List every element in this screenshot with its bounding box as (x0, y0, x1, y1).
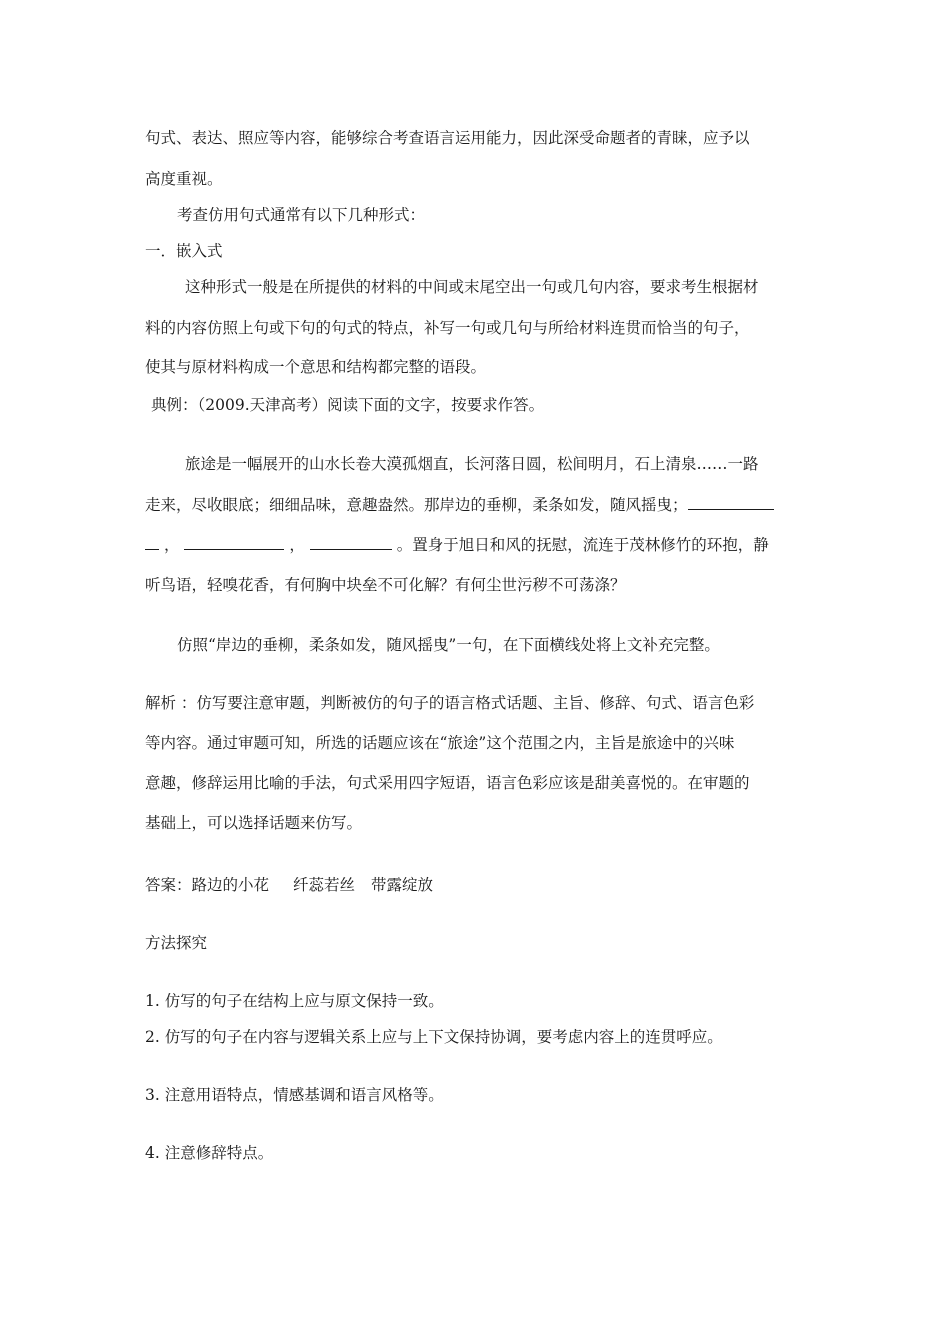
blank-separator-2: ， (289, 536, 305, 554)
intro-line-3: 考查仿用句式通常有以下几种形式： (177, 206, 426, 224)
method-item-1: 1. 仿写的句子在结构上应与原文保持一致。 (145, 992, 444, 1010)
analysis-line-1: 解析 ：仿写要注意审题，判断被仿的句子的语言格式话题、主旨、修辞、句式、语言色彩 (145, 694, 755, 712)
section-paragraph-line-3: 使其与原材料构成一个意思和结构都完整的语段。 (145, 358, 487, 376)
answer-label: 答案： (145, 876, 192, 894)
intro-line-1: 句式、表达、照应等内容，能够综合考查语言运用能力，因此深受命题者的青睐，应予以 (145, 129, 750, 147)
method-item-4: 4. 注意修辞特点。 (145, 1144, 274, 1162)
answer-line (145, 875, 825, 895)
example-label: 典例：（2009.天津高考）阅读下面的文字，按要求作答。 (151, 396, 545, 414)
answer-part-1: 路边的小花 (191, 876, 270, 894)
answer-part-3: 带露绽放 (371, 876, 434, 894)
intro-line-2: 高度重视。 (145, 170, 223, 188)
blank-separator-1: ， (163, 536, 180, 554)
answer-blank-3[interactable] (310, 534, 392, 550)
passage-line-3 (145, 534, 825, 554)
analysis-line-2: 等内容。通过审题可知，所选的话题应该在“旅途”这个范围之内，主旨是旅途中的兴味 (145, 734, 735, 752)
passage-line-3-tail: 。置身于旭日和风的抚慰，流连于茂林修竹的环抱，静 (396, 536, 769, 554)
answer-blank-1a[interactable] (688, 494, 774, 510)
method-item-2: 2. 仿写的句子在内容与逻辑关系上应与上下文保持协调，要考虑内容上的连贯呼应。 (145, 1028, 723, 1046)
method-item-3: 3. 注意用语特点，情感基调和语言风格等。 (145, 1086, 444, 1104)
passage-line-2 (145, 494, 825, 514)
answer-part-2: 纤蕊若丝 (293, 876, 356, 894)
section-heading-embedded: 一．嵌入式 (145, 242, 223, 260)
analysis-line-3: 意趣，修辞运用比喻的手法，句式采用四字短语，语言色彩应该是甜美喜悦的。在审题的 (145, 774, 750, 792)
example-instruction: 仿照“岸边的垂柳，柔条如发，随风摇曳”一句，在下面横线处将上文补充完整。 (177, 636, 720, 654)
passage-line-4: 听鸟语，轻嗅花香，有何胸中块垒不可化解？有何尘世污秽不可荡涤？ (145, 576, 626, 594)
section-paragraph-line-2: 料的内容仿照上句或下句的句式的特点，补写一句或几句与所给材料连贯而恰当的句子， (145, 319, 750, 337)
section-paragraph-line-1: 这种形式一般是在所提供的材料的中间或末尾空出一句或几句内容，要求考生根据材 (185, 278, 759, 296)
method-heading: 方法探究 (145, 934, 208, 952)
passage-line-1: 旅途是一幅展开的山水长卷大漠孤烟直，长河落日圆，松间明月，石上清泉……一路 (185, 455, 759, 473)
answer-blank-1b[interactable] (145, 534, 159, 550)
analysis-line-4: 基础上，可以选择话题来仿写。 (145, 814, 363, 832)
passage-line-2-text: 走来，尽收眼底；细细品味，意趣盎然。那岸边的垂柳，柔条如发，随风摇曳； (145, 496, 688, 514)
answer-blank-2[interactable] (184, 534, 284, 550)
